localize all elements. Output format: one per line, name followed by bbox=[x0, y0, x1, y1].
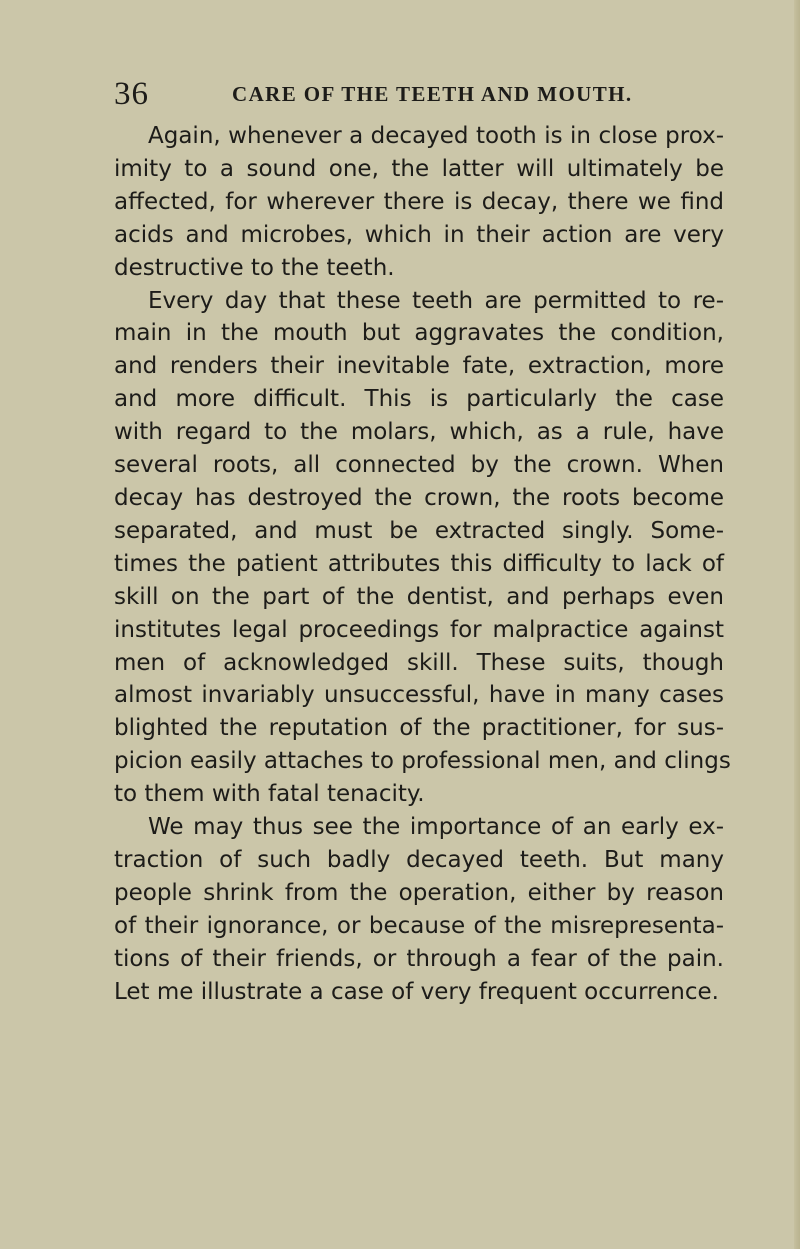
text-line: tions of their friends, or through a fear of the pain. bbox=[114, 945, 724, 972]
text-line: separated, and must be extracted singly. Some- bbox=[114, 517, 724, 544]
text-line: and more difficult. This is particularly the case bbox=[114, 386, 724, 413]
text-line: several roots, all connected by the crown. When bbox=[114, 452, 724, 479]
running-title: CARE OF THE TEETH AND MOUTH. bbox=[232, 82, 633, 106]
text-line: times the patient attributes this difficulty to lack of bbox=[114, 550, 724, 577]
text-line: to them with fatal tenacity. bbox=[114, 781, 425, 808]
text-line: people shrink from the operation, either by reason bbox=[114, 879, 724, 906]
text-line: main in the mouth but aggravates the condition, bbox=[114, 320, 724, 347]
text-line: decay has destroyed the crown, the roots become bbox=[114, 484, 724, 511]
text-line: destructive to the teeth. bbox=[114, 254, 395, 281]
text-line: skill on the part of the dentist, and perhaps even bbox=[114, 583, 724, 610]
paragraph bbox=[114, 120, 724, 285]
text-line: acids and microbes, which in their action are very bbox=[114, 221, 724, 248]
text-line: traction of such badly decayed teeth. But many bbox=[114, 846, 724, 873]
text-line: affected, for wherever there is decay, there we find bbox=[114, 188, 724, 215]
page-number: 36 bbox=[114, 76, 149, 112]
running-head bbox=[114, 76, 714, 116]
body-text bbox=[114, 120, 731, 1008]
text-line: Let me illustrate a case of very frequent occurrence. bbox=[114, 978, 719, 1005]
text-line: We may thus see the importance of an early ex- bbox=[148, 814, 724, 841]
text-line: blighted the reputation of the practitioner, for sus- bbox=[114, 715, 724, 742]
text-line: imity to a sound one, the latter will ultimately be bbox=[114, 155, 724, 182]
text-line: almost invariably unsuccessful, have in many cases bbox=[114, 682, 724, 709]
text-line: men of acknowledged skill. These suits, though bbox=[114, 649, 724, 676]
paragraph bbox=[114, 811, 724, 1008]
text-line: institutes legal proceedings for malpractice against bbox=[114, 616, 724, 643]
text-line: with regard to the molars, which, as a rule, have bbox=[114, 419, 724, 446]
text-line: Every day that these teeth are permitted to re- bbox=[148, 287, 724, 314]
paragraph bbox=[114, 285, 731, 812]
text-line: and renders their inevitable fate, extraction, more bbox=[114, 353, 724, 380]
text-line: Again, whenever a decayed tooth is in close prox- bbox=[148, 123, 724, 149]
text-line: of their ignorance, or because of the misrepresenta- bbox=[114, 912, 724, 939]
text-line: picion easily attaches to professional men, and clings bbox=[114, 748, 731, 775]
